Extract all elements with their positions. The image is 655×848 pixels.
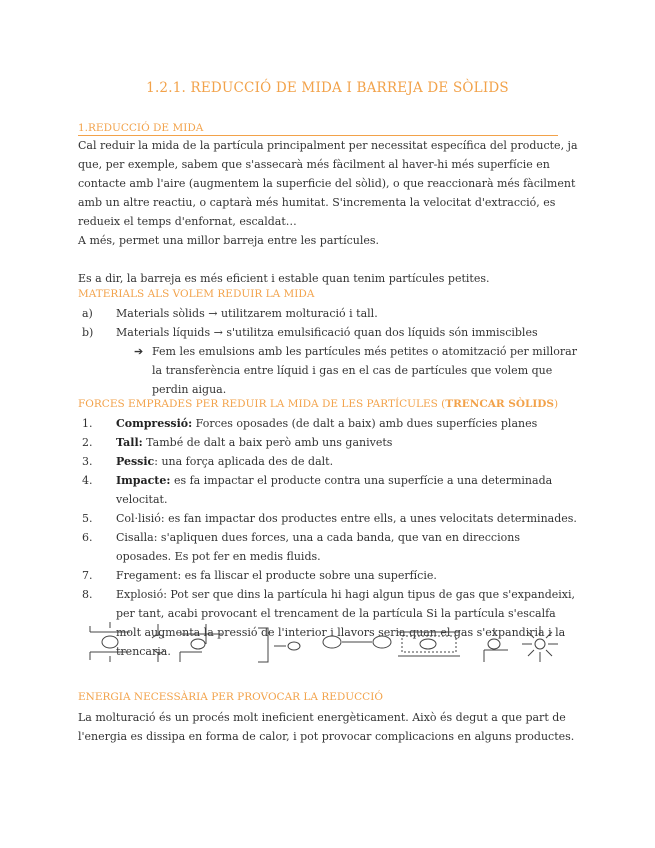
list-item	[78, 323, 578, 342]
compression-figure	[90, 622, 130, 662]
collision-figure	[323, 636, 391, 648]
list-marker: 1.	[82, 417, 93, 430]
list-subitem	[78, 342, 578, 399]
list-text: Materials líquids → s'utilitza emulsificació quan dos líquids són immiscibles	[116, 326, 538, 339]
paragraph: Es a dir, la barreja es més eficient i estable quan tenim partícules petites.	[78, 272, 490, 285]
list-text: Forces oposades (de dalt a baix) amb dues superfícies planes	[192, 417, 538, 430]
term: Compressió:	[116, 417, 193, 430]
list-text: : una força aplicada des de dalt.	[154, 455, 334, 468]
term: Impacte:	[116, 474, 171, 487]
list-marker: 2.	[82, 436, 93, 449]
materials-list	[78, 304, 578, 399]
section-heading-size-reduction: 1.REDUCCIÓ DE MIDA	[78, 121, 558, 136]
term: Tall:	[116, 436, 143, 449]
heading-text: FORCES EMPRADES PER REDUIR LA MIDA DE LES PARTÍCULES (	[78, 398, 446, 410]
paragraph: A més, permet una millor barreja entre les partícules.	[78, 234, 380, 247]
list-marker: 5.	[82, 512, 93, 525]
energy-paragraph: La molturació és un procés molt ineficient energèticament. Això és degut a que part de l'energia es dissipa en forma de calor, i pot provocar complicacions en alguns productes.	[78, 711, 575, 743]
page-title: 1.2.1. REDUCCIÓ DE MIDA I BARREJA DE SÒLIDS	[146, 80, 509, 96]
impact-figure	[258, 628, 300, 662]
section-heading-forces	[78, 398, 558, 410]
list-text: Explosió: Pot ser que dins la partícula hi hagi algun tipus de gas que s'expandeixi, per tant, acabi provocant el trencament de la partícula Si la partícula s'escalfa molt augmenta la pressió de l'interior i llavors seria quan el gas s'expandiria i la trencaria.	[116, 588, 575, 658]
list-marker: b)	[82, 326, 94, 339]
list-marker: 7.	[82, 569, 93, 582]
heading-text-end: )	[554, 398, 559, 410]
list-text: es fa impactar el producte contra una superfície a una determinada velocitat.	[116, 474, 553, 506]
term: Pessic	[116, 455, 155, 468]
list-item	[78, 528, 578, 566]
section-size-reduction	[78, 136, 578, 288]
heading-bold-text: TRENCAR SÒLIDS	[445, 398, 554, 410]
section-heading-materials: MATERIALS ALS VOLEM REDUIR LA MIDA	[78, 288, 315, 300]
list-item	[78, 566, 578, 585]
shear-figure	[398, 632, 460, 656]
list-marker: 8.	[82, 588, 93, 601]
friction-figure	[484, 628, 508, 662]
list-text: Cisalla: s'apliquen dues forces, una a cada banda, que van en direccions oposades. Es pot fer en medis fluids.	[116, 531, 520, 563]
list-text: Col·lisió: es fan impactar dos productes entre ells, a unes velocitats determinades.	[116, 512, 577, 525]
section-heading-energy: ENERGIA NECESSÀRIA PER PROVOCAR LA REDUCCIÓ	[78, 691, 383, 703]
list-item	[78, 304, 578, 323]
list-item	[78, 414, 578, 433]
list-text: Materials sòlids → utilitzarem molturació i tall.	[116, 307, 378, 320]
pinch-figure	[180, 624, 222, 662]
list-marker: 3.	[82, 455, 93, 468]
list-item	[78, 452, 578, 471]
list-text: Fregament: es fa lliscar el producte sobre una superfície.	[116, 569, 437, 582]
cut-figure	[152, 624, 164, 662]
list-text: També de dalt a baix però amb uns ganivets	[142, 436, 393, 449]
forces-illustrations	[88, 622, 578, 664]
list-marker: 6.	[82, 531, 93, 544]
list-item	[78, 433, 578, 452]
list-marker: 4.	[82, 474, 93, 487]
arrow-icon: ➔	[134, 345, 144, 358]
paragraph: Cal reduir la mida de la partícula principalment per necessitat específica del producte, ja que, per exemple, sabem que s'assecarà més fàcilment al haver-hi més superfície en contacte amb l'aire (augmentem la superficie del sòlid), o que reaccionarà més fàcilment amb un altre reactiu, o captarà més humitat. S'incrementa la velocitat d'extracció, es redueix el temps d'enfornat, escaldat…	[78, 139, 578, 228]
list-text: Fem les emulsions amb les partícules més petites o atomització per millorar la transferència entre líquid i gas en el cas de partícules que volem que perdin aigua.	[152, 345, 577, 396]
list-item	[78, 509, 578, 528]
list-item	[78, 471, 578, 509]
list-marker: a)	[82, 307, 93, 320]
explosion-figure	[522, 626, 558, 662]
